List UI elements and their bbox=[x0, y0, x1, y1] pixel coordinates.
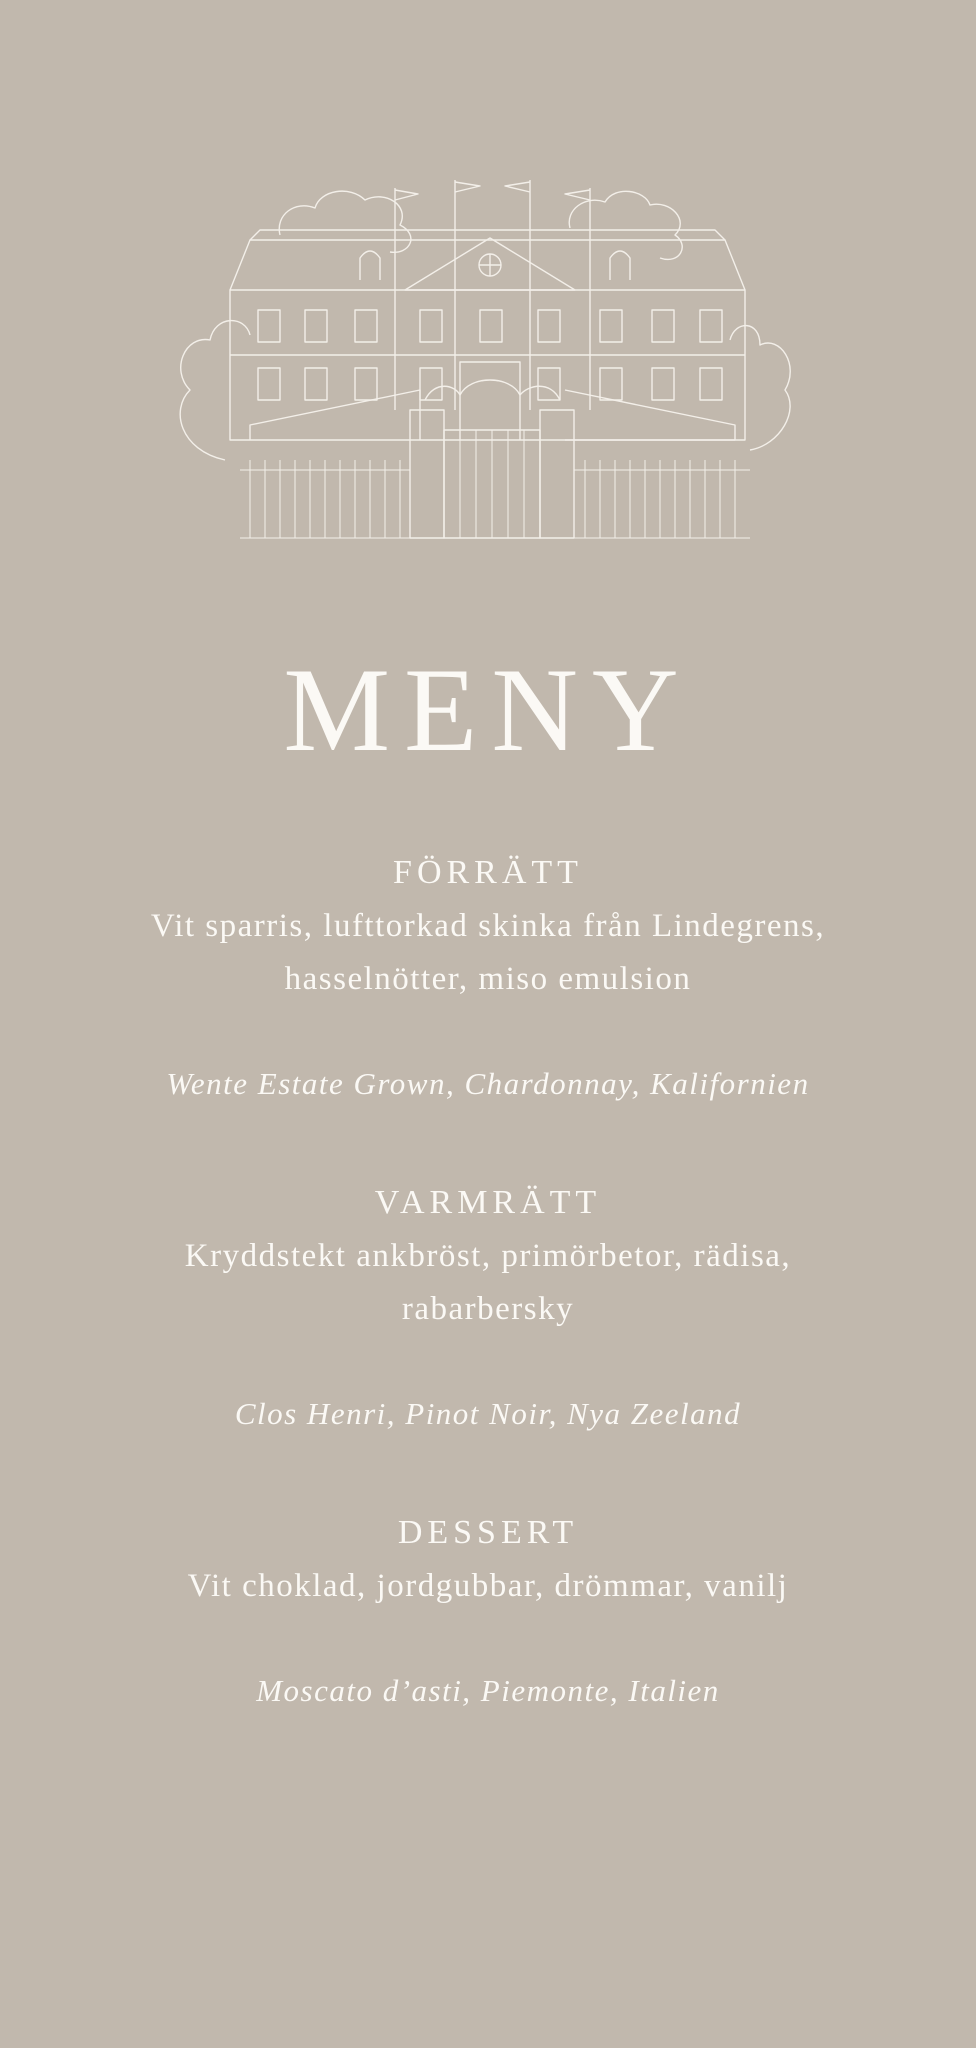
dish-line: rabarbersky bbox=[401, 1291, 575, 1327]
wine-pairing: Wente Estate Grown, Chardonnay, Kalifornien bbox=[166, 1066, 810, 1101]
gate-post-left bbox=[410, 410, 444, 538]
entrance bbox=[460, 362, 520, 440]
course-starter bbox=[0, 856, 976, 1099]
dish-line: Vit choklad, jordgubbar, drömmar, vanilj bbox=[187, 1568, 789, 1604]
gate-post-right bbox=[540, 410, 574, 538]
facade bbox=[230, 290, 745, 440]
tree-right bbox=[730, 326, 790, 450]
menu-title: MENY bbox=[283, 643, 693, 776]
course-main bbox=[0, 1186, 976, 1429]
dish-line: Kryddstekt ankbröst, primörbetor, rädisa, bbox=[184, 1238, 792, 1274]
wine-pairing: Clos Henri, Pinot Noir, Nya Zeeland bbox=[234, 1396, 742, 1431]
wine-pairing: Moscato d’asti, Piemonte, Italien bbox=[256, 1673, 720, 1708]
windows-lower bbox=[258, 368, 722, 400]
tree-left-top bbox=[279, 191, 411, 252]
dish-description bbox=[0, 1230, 976, 1336]
dish-description bbox=[0, 1560, 976, 1613]
dish-line: Vit sparris, lufttorkad skinka från Lindegrens, bbox=[150, 908, 826, 944]
manor-house-illustration bbox=[170, 140, 810, 540]
course-heading: DESSERT bbox=[397, 1514, 579, 1551]
fence-left bbox=[240, 460, 410, 538]
windows-upper bbox=[258, 310, 722, 342]
gate-ornament bbox=[425, 380, 560, 400]
fence-right bbox=[574, 460, 750, 538]
course-heading: FÖRRÄTT bbox=[393, 854, 583, 891]
tree-right-top bbox=[569, 191, 682, 259]
tree-left bbox=[180, 321, 250, 460]
dish-description bbox=[0, 900, 976, 1006]
course-heading: VARMRÄTT bbox=[374, 1184, 602, 1221]
course-dessert bbox=[0, 1516, 976, 1706]
dish-line: hasselnötter, miso emulsion bbox=[284, 961, 692, 997]
